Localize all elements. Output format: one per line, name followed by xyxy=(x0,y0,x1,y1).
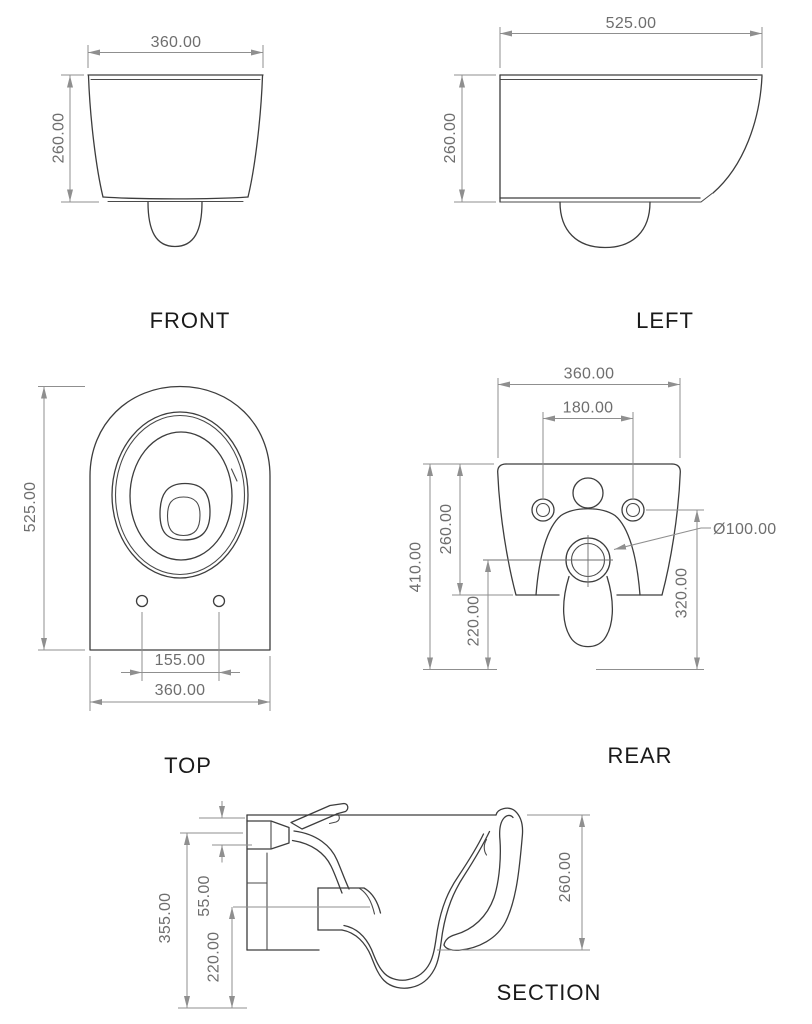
rear-overall-height-dim: 410.00 xyxy=(407,541,425,593)
top-water-inner xyxy=(168,497,201,536)
top-width-dim: 360.00 xyxy=(154,682,206,699)
rear-body-height-dim: 260.00 xyxy=(438,503,455,555)
rear-bolt-hole-right-outer xyxy=(622,499,644,521)
top-bowl-rim xyxy=(130,432,232,560)
rear-bolt-hole-left-outer xyxy=(532,499,554,521)
rear-bolt-height-dim: 320.00 xyxy=(673,567,691,619)
front-view-label: FRONT xyxy=(149,308,231,333)
front-width-dim: 360.00 xyxy=(150,34,202,51)
rear-view xyxy=(408,366,777,769)
rear-left-side xyxy=(498,464,516,595)
left-view-label: LEFT xyxy=(636,308,694,333)
rear-outlet-center-dim: 220.00 xyxy=(465,595,483,647)
rear-bolt-dim: 180.00 xyxy=(562,399,614,417)
rear-flush-hole xyxy=(573,478,603,508)
top-length-dim: 525.00 xyxy=(22,481,39,533)
section-rim-inner xyxy=(444,815,513,945)
rear-bolt-hole-right-inner xyxy=(627,504,640,517)
front-right-side xyxy=(248,76,263,197)
front-view xyxy=(51,34,264,333)
top-holes-dim: 155.00 xyxy=(154,652,206,669)
top-mount-hole-left xyxy=(137,596,148,607)
rear-width-dim: 360.00 xyxy=(563,365,615,383)
rear-diameter-leader xyxy=(614,528,711,550)
section-view xyxy=(157,801,601,1008)
left-nose-curve xyxy=(713,76,762,193)
left-depth-dim: 525.00 xyxy=(605,15,657,32)
left-height-dim: 260.00 xyxy=(442,112,459,164)
rear-outlet-pipe xyxy=(564,577,613,647)
top-outline xyxy=(90,387,270,651)
section-waterway-inner xyxy=(293,841,343,894)
front-height-dim: 260.00 xyxy=(50,112,68,164)
section-body-height-dim: 260.00 xyxy=(557,851,574,903)
top-view xyxy=(22,387,270,779)
top-bowl-notch xyxy=(232,469,238,481)
rear-bolt-hole-left-inner xyxy=(537,504,550,517)
section-outlet-center-dim: 220.00 xyxy=(205,931,223,983)
section-view-label: SECTION xyxy=(496,980,602,1005)
front-left-side xyxy=(89,76,104,197)
section-inlet-offset-dim: 55.00 xyxy=(196,875,213,917)
section-jetbox-top xyxy=(318,888,381,913)
section-jetbox-nozzle xyxy=(359,888,375,914)
top-view-label: TOP xyxy=(164,753,212,778)
section-trap-outer xyxy=(342,832,490,989)
top-seat-outer xyxy=(112,412,248,578)
front-bottom-edge xyxy=(103,197,248,199)
section-waterway-outer xyxy=(294,831,349,889)
rear-view-label: REAR xyxy=(607,743,673,768)
top-mount-hole-right xyxy=(214,596,225,607)
section-overall-height-dim: 355.00 xyxy=(157,892,174,944)
top-seat-inner xyxy=(116,416,245,575)
front-outlet xyxy=(148,202,202,247)
section-inlet-funnel xyxy=(247,821,289,849)
rear-diameter-dim: Ø100.00 xyxy=(713,521,777,538)
left-view xyxy=(442,15,762,333)
left-outlet xyxy=(560,202,650,248)
